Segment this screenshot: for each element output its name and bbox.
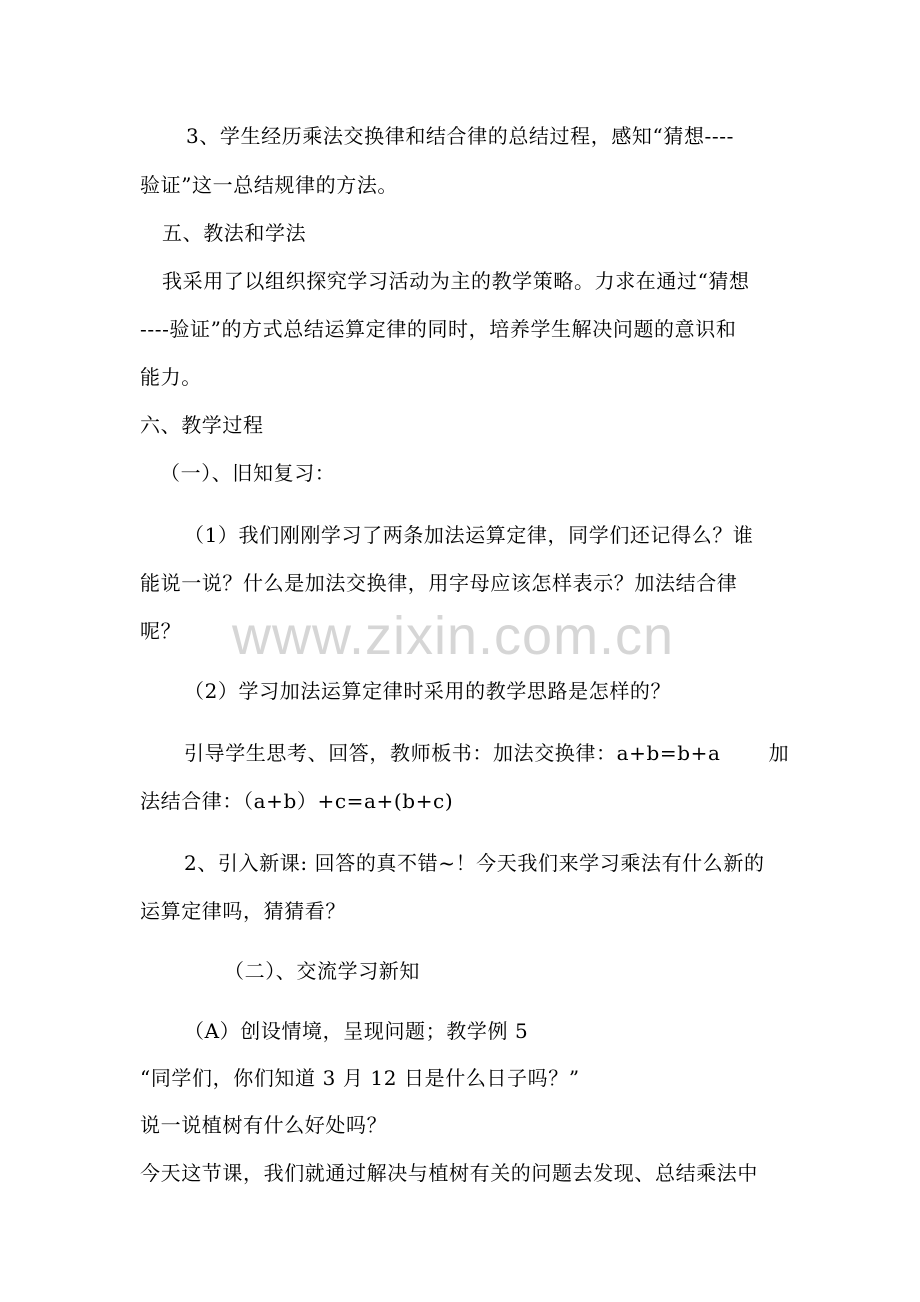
paragraph-line: （1）我们刚刚学习了两条加法运算定律，同学们还记得么？谁 xyxy=(184,523,754,547)
section-heading: 五、教法和学法 xyxy=(162,221,307,245)
paragraph-line: （2）学习加法运算定律时采用的教学思路是怎样的？ xyxy=(184,679,672,703)
paragraph-line: 呢？ xyxy=(140,619,182,643)
paragraph-line: 法结合律：（a+b）+c=a+(b+c) xyxy=(140,789,454,813)
subsection-heading: （一）、旧知复习： xyxy=(160,461,336,485)
paragraph-line: “同学们，你们知道 3 月 12 日是什么日子吗？” xyxy=(140,1066,580,1090)
paragraph-line: 说一说植树有什么好处吗？ xyxy=(140,1113,388,1137)
section-heading: 六、教学过程 xyxy=(140,413,264,437)
paragraph-line: ----验证”的方式总结运算定律的同时，培养学生解决问题的意识和 xyxy=(140,317,737,341)
paragraph-line: 引导学生思考、回答，教师板书：加法交换律：a+b=b+a 加 xyxy=(184,741,790,765)
paragraph-line: 今天这节课，我们就通过解决与植树有关的问题去发现、总结乘法中 xyxy=(140,1161,758,1185)
paragraph-line: 2、引入新课: 回答的真不错~！今天我们来学习乘法有什么新的 xyxy=(184,851,765,875)
paragraph-line: （A）创设情境，呈现问题；教学例 5 xyxy=(184,1019,529,1043)
subsection-heading: （二）、交流学习新知 xyxy=(224,959,420,983)
paragraph-line: 能说一说？什么是加法交换律，用字母应该怎样表示？加法结合律 xyxy=(140,571,738,595)
paragraph-line: 验证”这一总结规律的方法。 xyxy=(140,173,399,197)
paragraph-line: 运算定律吗，猜猜看？ xyxy=(140,899,346,923)
paragraph-line: 能力。 xyxy=(140,365,202,389)
paragraph-line: 3、学生经历乘法交换律和结合律的总结过程，感知“猜想---- xyxy=(186,124,734,148)
watermark-text: www.zixin.com.cn xyxy=(232,606,675,666)
paragraph-line: 我采用了以组织探究学习活动为主的教学策略。力求在通过“猜想 xyxy=(162,269,750,293)
